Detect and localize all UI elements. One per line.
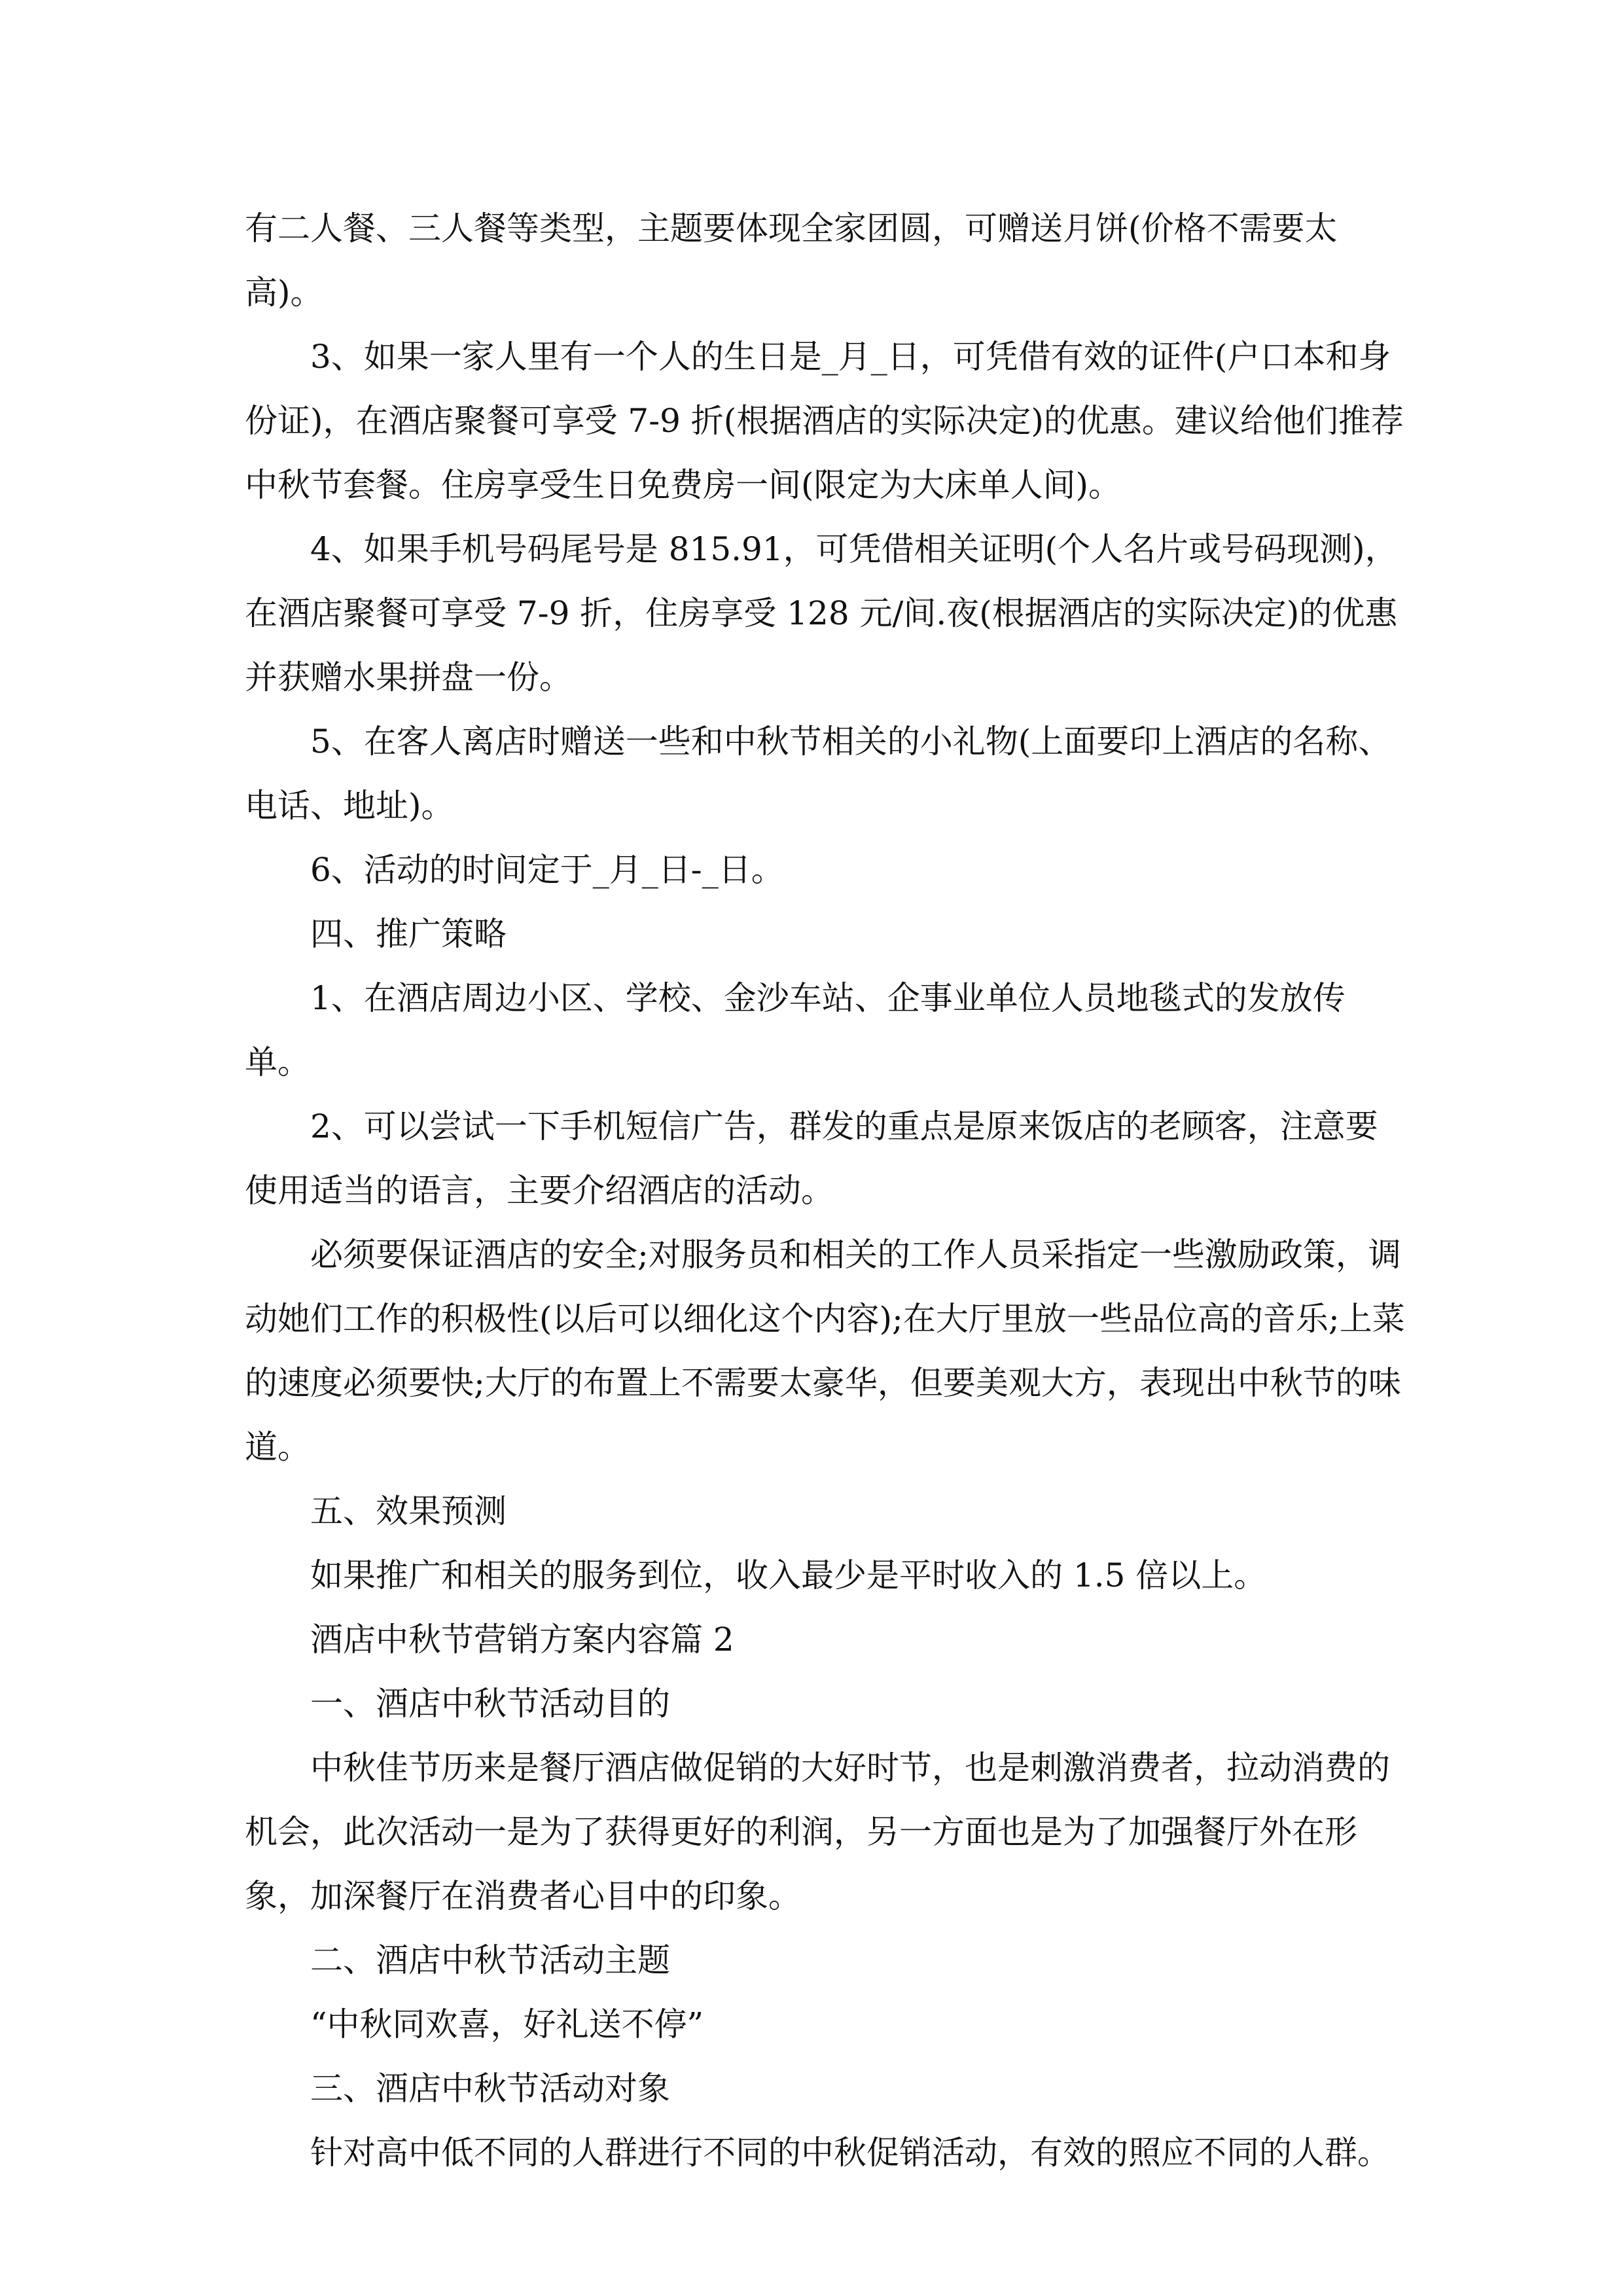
paragraph-5: 6、活动的时间定于_月_日-_日。 <box>310 851 784 889</box>
paragraph-18: 针对高中低不同的人群进行不同的中秋促销活动，有效的照应不同的人群。 <box>310 2134 1390 2172</box>
theme-slogan: “中秋同欢喜，好礼送不停” <box>310 2005 704 2043</box>
document-body <box>245 196 1410 2185</box>
section-heading-3: 三、酒店中秋节活动对象 <box>310 2070 670 2108</box>
section-heading-4: 四、推广策略 <box>310 915 507 953</box>
paragraph-14: 中秋佳节历来是餐厅酒店做促销的大好时节，也是刺激消费者，拉动消费的机会，此次活动一是为了获得更好的利润，另一方面也是为了加强餐厅外在形象，加深餐厅在消费者心目中的印象。 <box>245 1749 1390 1915</box>
paragraph-4: 5、在客人离店时赠送一些和中秋节相关的小礼物(上面要印上酒店的名称、电话、地址)。 <box>245 723 1391 825</box>
section-heading-2: 二、酒店中秋节活动主题 <box>310 1941 670 1979</box>
article-title-2: 酒店中秋节营销方案内容篇 2 <box>310 1621 734 1659</box>
paragraph-3: 4、如果手机号码尾号是 815.91，可凭借相关证明(个人名片或号码现测)，在酒店聚餐可享受 7-9 折，住房享受 128 元/间.夜(根据酒店的实际决定)的优惠并获赠水果拼盘一份。 <box>245 530 1398 696</box>
paragraph-8: 2、可以尝试一下手机短信广告，群发的重点是原来饭店的老顾客，注意要使用适当的语言，主要介绍酒店的活动。 <box>245 1107 1378 1210</box>
paragraph-2: 3、如果一家人里有一个人的生日是_月_日，可凭借有效的证件(户口本和身份证)，在酒店聚餐可享受 7-9 折(根据酒店的实际决定)的优惠。建议给他们推荐中秋节套餐。住房享受生日免费房一间(限定为大床单人间)。 <box>245 338 1404 504</box>
paragraph-1: 有二人餐、三人餐等类型，主题要体现全家团圆，可赠送月饼(价格不需要太高)。 <box>245 209 1338 312</box>
paragraph-9: 必须要保证酒店的安全;对服务员和相关的工作人员采指定一些激励政策，调动她们工作的积极性(以后可以细化这个内容);在大厅里放一些品位高的音乐;上菜的速度必须要快;大厅的布置上不需要太豪华，但要美观大方，表现出中秋节的味道。 <box>245 1236 1405 1466</box>
section-heading-5: 五、效果预测 <box>310 1492 507 1530</box>
section-heading-1: 一、酒店中秋节活动目的 <box>310 1685 670 1723</box>
paragraph-7: 1、在酒店周边小区、学校、金沙车站、企事业单位人员地毯式的发放传单。 <box>245 979 1346 1081</box>
paragraph-11: 如果推广和相关的服务到位，收入最少是平时收入的 1.5 倍以上。 <box>310 1556 1267 1594</box>
